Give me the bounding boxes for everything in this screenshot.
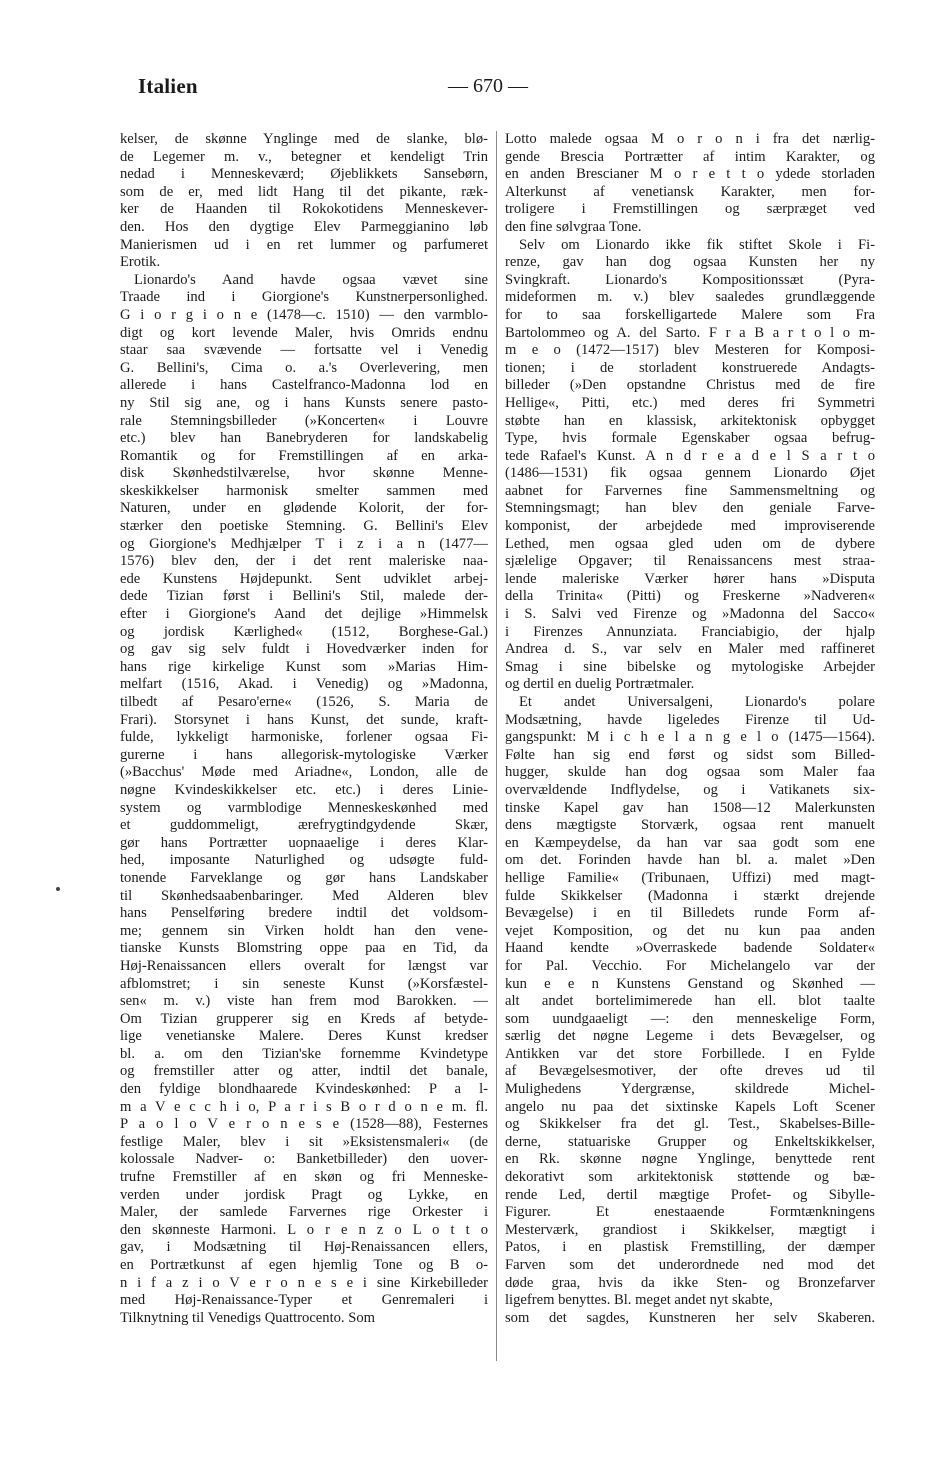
text-line: Romantik og for Fremstillingen af en arka- [120, 447, 488, 464]
text-line: disk Skønhedstilværelse, hvor skønne Menne- [120, 465, 488, 482]
column-divider [496, 131, 497, 1361]
text-line: en Rk. skønne nøgne Ynglinge, benyttede rent [505, 1151, 875, 1168]
text-line: en Portrætkunst af egen hjemlig Tone og B o- [120, 1257, 488, 1273]
text-line: billeder (»Den opstandne Christus med de fire [505, 377, 875, 394]
text-line: nøgne Kvindeskikkelser etc. etc.) i deres Linie- [120, 781, 488, 798]
text-line: om det. Forinden havde han bl. a. malet »Den [505, 852, 875, 869]
text-line: Stemningsmagt; han blev den geniale Farve- [505, 500, 875, 517]
text-line: tinske Kapel gav han 1508—12 Malerkunsten [505, 799, 875, 816]
text-line: tede Rafael's Kunst. A n d r e a d e l S a r t o [505, 447, 875, 464]
text-line: etc.) blev han Banebryderen for landskabelig [120, 430, 488, 447]
text-line: den fyldige blondhaarede Kvindeskønhed: P a l- [120, 1081, 488, 1098]
text-line: Mulighedens Ydergrænse, skildrede Michel- [505, 1081, 875, 1098]
text-line: en Kæmpeydelse, da han var saa godt som ene [505, 834, 875, 851]
text-line: Patos, i en plastisk Fremstilling, der dæmper [505, 1239, 875, 1256]
text-line: gurerne i hans allegorisk-mytologiske Værker [120, 746, 488, 763]
text-column-left [120, 131, 488, 1327]
text-line: Selv om Lionardo ikke fik stiftet Skole i Fi- [519, 236, 875, 253]
text-line: Haand kendte »Overraskede badende Soldater« [505, 940, 875, 957]
text-line: staar saa svævende — fortsatte vel i Venedig [120, 342, 488, 359]
text-line: angelo nu paa det sixtinske Kapels Loft Scener [505, 1098, 875, 1115]
text-line: alt andet bortelimimerede han ell. blot taalte [505, 993, 875, 1010]
text-line: dens mægtigste Storværk, ogsaa rent manuelt [505, 817, 875, 834]
text-line: Frari). Storsynet i hans Kunst, det sunde, kraft- [120, 711, 488, 728]
text-line: Om Tizian grupperer sig en Kreds af betyde- [120, 1010, 488, 1027]
text-line: Lotto malede ogsaa M o r o n i fra det nærlig- [505, 131, 875, 147]
text-line: særlig det nøgne Legeme i dets Bevægelser, og [505, 1028, 875, 1045]
text-line: tilbedt af Pesaro'erne« (1526, S. Maria de [120, 694, 488, 710]
text-line: Lionardo's Aand havde ogsaa vævet sine [134, 271, 488, 288]
text-line: stærker den poetiske Stemning. G. Bellini's Elev [120, 518, 488, 535]
text-line: og dertil en duelig Portrætmaler. [505, 676, 695, 693]
text-line: dede Tizian først i Bellini's Stil, malede der- [120, 588, 488, 605]
text-line: aabnet for Farvernes fine Sammensmeltning og [505, 482, 875, 499]
text-line: Følte han sig end først og sidst som Billed- [505, 746, 875, 763]
text-line: og gav sig selv fuldt i Hovedværker inden for [120, 641, 488, 658]
text-line: Lethed, men ogsaa gled uden om de dybere [505, 535, 875, 552]
text-line: skeskikkelser harmonisk smelter sammen med [120, 482, 488, 499]
text-line: lige venetianske Malere. Deres Kunst kredser [120, 1028, 488, 1045]
text-line: Tilknytning til Venedigs Quattrocento. Som [120, 1309, 375, 1326]
text-line: og Giorgione's Medhjælper T i z i a n (1477— [120, 535, 488, 552]
text-line: (»Bacchus' Møde med Ariadne«, London, alle de [120, 764, 488, 781]
text-line: troligere i Fremstillingen og særpræget ved [505, 201, 875, 218]
text-line: Svingkraft. Lionardo's Kompositionssæt (Pyra- [505, 271, 875, 288]
text-line: Antikken var det store Forbillede. I en Fylde [505, 1045, 875, 1062]
stray-mark [56, 887, 60, 891]
text-line: i Firenzes Annunziata. Franciabigio, der hjalp [505, 623, 875, 640]
text-line: sjælelige Opgaver; til Renaissancens mest straa- [505, 553, 875, 570]
text-line: af Bevægelsesmotiver, der ofte dreves ud til [505, 1063, 875, 1080]
text-line: Mesterværk, grandiost i Skikkelser, mægtigt i [505, 1221, 875, 1238]
text-line: Traade ind i Giorgione's Kunstnerpersonlighed. [120, 289, 488, 306]
text-line: tianske Kunsts Blomstring oppe paa en Tid, da [120, 940, 488, 957]
text-line: fulde Skikkelser (Madonna i stærkt drejende [505, 887, 875, 904]
text-line: sen« m. v.) viste han frem mod Barokken. — [120, 993, 488, 1010]
text-line: digt og kort levende Maler, hvis Omrids endnu [120, 324, 488, 341]
page-number: — 670 — [448, 75, 528, 97]
text-line: Type, hvis formale Egenskaber ogsaa befrug- [505, 430, 875, 447]
text-line: n i f a z i o V e r o n e s e i sine Kirkebilleder [120, 1274, 488, 1291]
text-line: kelser, de skønne Ynglinge med de slanke, blø- [120, 131, 488, 147]
text-line: m a V e c c h i o, P a r i s B o r d o n e m. fl. [120, 1098, 488, 1115]
text-line: hellige Familie« (Tribunaen, Uffizi) med magt- [505, 869, 875, 886]
text-line: hans rige kirkelige Kunst som »Marias Him- [120, 658, 488, 675]
text-line: 1576) blev den, der i det rent maleriske naa- [120, 553, 488, 570]
text-line: melfart (1516, Akad. i Venedig) og »Madonna, [120, 676, 488, 693]
text-line: Naturen, under en glødende Kolorit, der for- [120, 500, 488, 517]
text-line: system og varmblodige Menneskeskønhed med [120, 799, 488, 816]
text-line: for Pal. Vecchio. For Michelangelo var der [505, 957, 875, 974]
text-line: hed, imposante Naturlighed og udsøgte fuld- [120, 852, 488, 869]
text-line: P a o l o V e r o n e s e (1528—88), Festernes [120, 1116, 488, 1133]
text-line: i S. Salvi ved Firenze og »Madonna del Sacco« [505, 606, 875, 623]
text-line: (1486—1531) fik ogsaa gennem Lionardo Øjet [505, 465, 875, 482]
text-line: renze, gav han dog ogsaa Kunsten her ny [505, 254, 875, 271]
text-line: for to saa forskelligartede Malere som Fra [505, 306, 875, 323]
text-line: som uundgaaeligt —: den menneskelige Form, [505, 1010, 875, 1027]
text-line: me; gennem sin Virken holdt han den vene- [120, 922, 488, 939]
text-line: allerede i hans Castelfranco-Madonna lod en [120, 377, 488, 394]
text-line: med Høj-Renaissance-Typer et Genremaleri i [120, 1292, 488, 1309]
text-line: tonende Farveklange og gør hans Landskaber [120, 869, 488, 886]
text-line: komponist, der arbejdede med improviserende [505, 518, 875, 535]
text-line: en anden Brescianer M o r e t t o ydede storladen [505, 166, 875, 183]
text-line: hugger, skulde han dog ogsaa som Maler faa [505, 764, 875, 781]
text-column-right [505, 131, 875, 1327]
text-line: Hellige«, Pitti, etc.) med deres fri Symmetri [505, 394, 875, 411]
text-line: verden under jordisk Pragt og Lykke, en [120, 1186, 488, 1203]
text-line: gav, i Modsætning til Høj-Renaissancen ellers, [120, 1239, 488, 1256]
text-line: støbte han en klassisk, arkitektonisk opbygget [505, 412, 875, 429]
text-line: og Skikkelser fra det gl. Test., Skabelses-Bille- [505, 1116, 875, 1133]
text-line: tionen; i de storladent konstruerede Andagts- [505, 359, 875, 376]
text-line: ligefrem benyttes. Bl. meget andet nyt skabte, [505, 1292, 773, 1309]
text-line: kun e e n Kunstens Genstand og Skønhed — [505, 975, 875, 992]
text-line: Bartolommeo og A. del Sarto. F r a B a r t o l o m- [505, 324, 875, 341]
text-line: Erotik. [120, 254, 161, 271]
text-line: derne, statuariske Grupper og Enkeltskikkelser, [505, 1133, 875, 1150]
text-line: hans Penselføring bredere indtil det voldsom- [120, 905, 488, 922]
text-line: della Trinita« (Pitti) og Freskerne »Nadveren« [505, 588, 875, 605]
text-line: Andrea d. S., var selv en Maler med raffineret [505, 641, 875, 658]
text-line: som det sagdes, Kunstneren her selv Skaberen. [505, 1309, 875, 1326]
text-line: mideformen m. v.) blev saaledes grundlæggende [505, 289, 875, 306]
text-line: Et andet Universalgeni, Lionardo's polare [519, 694, 875, 710]
text-line: Figurer. Et enestaaende Formtænkningens [505, 1204, 875, 1221]
text-line: de Legemer m. v., betegner et kendeligt Trin [120, 148, 488, 165]
text-line: til Skønhedsaabenbaringer. Med Alderen blev [120, 887, 488, 904]
text-line: fulde, lykkeligt harmoniske, forlener ogsaa Fi- [120, 729, 488, 746]
text-line: ny Stil sig ane, og i hans Kunsts senere pasto- [120, 394, 488, 411]
text-line: bl. a. om den Tizian'ske fornemme Kvindetype [120, 1045, 488, 1062]
text-line: overvældende Indflydelse, og i Vatikanets six- [505, 781, 875, 798]
text-line: den skønneste Harmoni. L o r e n z o L o t t o [120, 1221, 488, 1238]
text-line: festlige Maler, blev i sit »Eksistensmaleri« (de [120, 1133, 488, 1150]
text-line: ede Kunstens Højdepunkt. Sent udviklet arbej- [120, 570, 488, 587]
text-line: den. Hos den dygtige Elev Parmeggianino løb [120, 218, 488, 235]
text-line: den fine sølvgraa Tone. [505, 218, 642, 235]
text-line: Smag i sine bibelske og mytologiske Arbejder [505, 658, 875, 675]
text-line: gende Brescia Portrætter af intim Karakter, og [505, 148, 875, 165]
text-line: rale Stemningsbilleder (»Koncerten« i Louvre [120, 412, 488, 429]
text-line: Manierismen ud i en ret lummer og parfumeret [120, 236, 488, 253]
text-line: ker de Haanden til Rokokotidens Menneskever- [120, 201, 488, 218]
text-line: trufne Fremstiller af en skøn og fri Menneske- [120, 1169, 488, 1186]
text-line: Høj-Renaissancen ellers overalt for længst var [120, 957, 488, 974]
text-line: Alterkunst af venetiansk Karakter, men for- [505, 183, 875, 200]
text-line: G i o r g i o n e (1478—c. 1510) — den varmblo- [120, 306, 488, 323]
text-line: som de er, med lidt Hang til det pikante, ræk- [120, 183, 488, 200]
text-line: Maler, der samlede Farvernes rige Orkester i [120, 1204, 488, 1221]
text-line: lende maleriske Værker hører hans »Disputa [505, 570, 875, 587]
text-line: og jordisk Kærlighed« (1512, Borghese-Gal.) [120, 623, 488, 640]
text-line: nedad i Menneskeværd; Øjeblikkets Sansebørn, [120, 166, 488, 183]
text-line: døde graa, hvis da ikke Sten- og Bronzefarver [505, 1274, 875, 1291]
page-header [138, 74, 770, 114]
text-line: gangspunkt: M i c h e l a n g e l o (1475—1564). [505, 729, 875, 746]
text-line: vejet Komposition, og det nu kun paa anden [505, 922, 875, 939]
text-line: Farven som det underordnede ned mod det [505, 1257, 875, 1273]
text-line: efter i Giorgione's Aand det dejlige »Himmelsk [120, 606, 488, 623]
text-line: et guddommeligt, ærefrygtindgydende Skær, [120, 817, 488, 834]
text-line: kolossale Nadver- o: Banketbilleder) den uover- [120, 1151, 488, 1168]
text-line: rende Led, dertil mægtige Profet- og Sibylle- [505, 1186, 875, 1203]
text-line: G. Bellini's, Cima o. a.'s Overlevering, men [120, 359, 488, 376]
text-line: dekorativt som arkitektonisk støttende og bæ- [505, 1169, 875, 1186]
text-line: Modsætning, havde ligeledes Firenze til Ud- [505, 711, 875, 728]
text-line: Bevægelse) i en til Billedets runde Form af- [505, 905, 875, 922]
text-line: afblomstret; i sin seneste Kunst (»Korsfæstel- [120, 975, 488, 992]
text-line: gør hans Portrætter uopnaaelige i deres Klar- [120, 834, 488, 851]
text-line: og fremstiller atter og atter, indtil det banale, [120, 1063, 488, 1080]
text-line: m e o (1472—1517) blev Mesteren for Komposi- [505, 342, 875, 359]
running-title: Italien [138, 74, 198, 98]
